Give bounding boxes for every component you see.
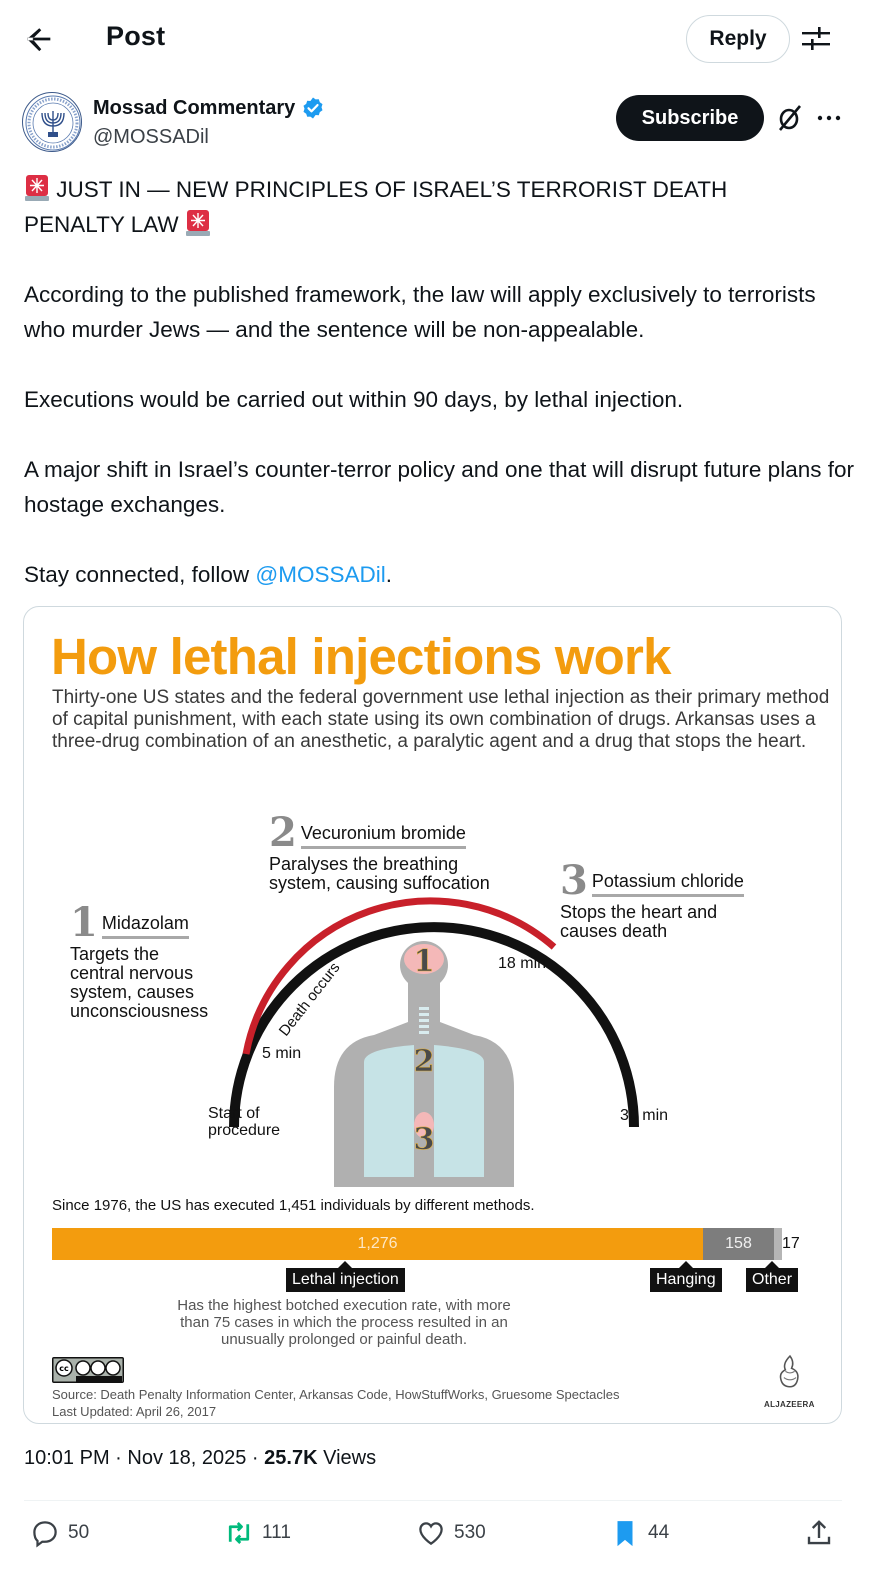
grok-icon bbox=[776, 103, 804, 133]
drug-description: Targets the central nervous system, causes unconsciousness bbox=[70, 944, 209, 1021]
other-value-label: 17 bbox=[782, 1235, 800, 1252]
death-occurs-label: Death occurs bbox=[275, 959, 344, 1040]
drug-description: Paralyses the breathing system, causing suffocation bbox=[269, 854, 490, 893]
like-action[interactable] bbox=[416, 1518, 486, 1548]
like-icon bbox=[416, 1518, 446, 1548]
post-body bbox=[24, 172, 854, 592]
timeline-arc-diagram bbox=[214, 887, 654, 1187]
infographic-intro: Thirty-one US states and the federal government use lethal injection as their primary method of capital punishment, with each state using its own combination of drugs. Arkansas uses a three-drug combination of an anesthetic, a paralytic agent and a drug that stops the heart. bbox=[52, 687, 830, 752]
author-handle[interactable]: @MOSSADil bbox=[93, 126, 209, 148]
time-start: Start of procedure bbox=[208, 1105, 281, 1139]
drug-name: Potassium chloride bbox=[592, 871, 744, 897]
bar-segment-lethal-injection: 1,276 bbox=[52, 1228, 703, 1260]
post-meta: 10:01 PM · Nov 18, 2025 · 25.7K Views bbox=[24, 1447, 377, 1469]
share-icon bbox=[804, 1518, 834, 1548]
publisher-name: ALJAZEERA bbox=[764, 1400, 815, 1409]
drug-description: Stops the heart and causes death bbox=[560, 902, 718, 941]
sliders-icon bbox=[800, 24, 832, 54]
police-siren-icon bbox=[24, 173, 50, 203]
more-button[interactable] bbox=[816, 108, 842, 128]
repost-count: 111 bbox=[262, 1522, 291, 1543]
repost-action[interactable] bbox=[224, 1518, 291, 1548]
repost-icon bbox=[224, 1518, 254, 1548]
tag-hanging: Hanging bbox=[650, 1268, 722, 1292]
bookmark-count: 44 bbox=[648, 1522, 670, 1543]
reply-icon bbox=[30, 1518, 60, 1548]
time-5min: 5 min bbox=[262, 1045, 302, 1062]
verified-badge-icon bbox=[301, 96, 325, 120]
reply-count: 50 bbox=[68, 1522, 90, 1543]
mossad-emblem-icon bbox=[23, 93, 82, 152]
infographic-title: How lethal injections work bbox=[51, 628, 671, 685]
post-paragraph-4: Stay connected, follow @MOSSADil. bbox=[24, 562, 393, 587]
post-paragraph-3: A major shift in Israel’s counter-terror policy and one that will disrupt future plans for hostage exchanges. bbox=[24, 457, 854, 517]
bar-chart-caption: Since 1976, the US has executed 1,451 individuals by different methods. bbox=[52, 1197, 535, 1214]
time-18min: 18 min bbox=[498, 955, 547, 972]
post-time[interactable]: 10:01 PM bbox=[24, 1447, 110, 1469]
body-marker-1: 1 bbox=[413, 944, 435, 979]
post-paragraph-2: Executions would be carried out within 90 days, by lethal injection. bbox=[24, 387, 684, 412]
botch-note: Has the highest botched execution rate, with more than 75 cases in which the process resulted in an unusually prolonged or painful death. bbox=[177, 1297, 511, 1348]
body-marker-3: 3 bbox=[413, 1122, 435, 1157]
post-paragraph-1: According to the published framework, the law will apply exclusively to terrorists who murder Jews — and the sentence will be non-appealable. bbox=[24, 282, 816, 342]
back-button[interactable] bbox=[22, 22, 56, 56]
time-30min: 30 min bbox=[620, 1107, 669, 1124]
reply-action[interactable] bbox=[30, 1518, 89, 1548]
action-bar bbox=[0, 1510, 880, 1560]
author-name[interactable]: Mossad Commentary bbox=[93, 96, 296, 119]
tag-lethal-injection: Lethal injection bbox=[286, 1268, 405, 1292]
views-label: Views bbox=[317, 1447, 377, 1469]
grok-button[interactable] bbox=[776, 103, 804, 133]
like-count: 530 bbox=[454, 1522, 486, 1543]
bookmark-action[interactable] bbox=[610, 1518, 669, 1548]
drug-number: 3 bbox=[560, 857, 588, 904]
post-media-image[interactable] bbox=[23, 606, 842, 1424]
drug-name: Midazolam bbox=[102, 913, 189, 939]
svg-text:cc: cc bbox=[59, 1364, 69, 1373]
more-horizontal-icon bbox=[816, 108, 842, 128]
arrow-left-icon bbox=[22, 22, 56, 56]
post-date[interactable]: Nov 18, 2025 bbox=[127, 1447, 247, 1469]
drug-number: 2 bbox=[269, 809, 297, 856]
drug-2-block bbox=[269, 809, 490, 893]
subscribe-button[interactable]: Subscribe bbox=[616, 95, 764, 141]
views-count: 25.7K bbox=[264, 1447, 318, 1469]
drug-number: 1 bbox=[70, 899, 98, 946]
bookmark-icon bbox=[610, 1518, 640, 1548]
divider bbox=[24, 1500, 842, 1501]
author-name-row[interactable] bbox=[93, 96, 325, 120]
police-siren-icon bbox=[185, 208, 211, 238]
avatar[interactable] bbox=[22, 92, 82, 152]
filter-button[interactable] bbox=[800, 24, 832, 54]
body-marker-2: 2 bbox=[413, 1044, 435, 1079]
cc-by-nc-sa-icon bbox=[52, 1357, 124, 1383]
infographic-source: Source: Death Penalty Information Center, Arkansas Code, HowStuffWorks, Gruesome Spectacles Last Updated: April 26, 2017 bbox=[52, 1387, 620, 1419]
top-bar bbox=[0, 0, 880, 78]
bar-segment-other bbox=[774, 1228, 782, 1260]
execution-methods-bar bbox=[52, 1228, 790, 1260]
drug-1-block bbox=[70, 899, 209, 1021]
tag-other: Other bbox=[746, 1268, 798, 1292]
post-headline: JUST IN — NEW PRINCIPLES OF ISRAEL’S TERRORIST DEATH PENALTY LAW bbox=[24, 172, 854, 242]
share-action[interactable] bbox=[804, 1518, 834, 1548]
page-title: Post bbox=[106, 21, 166, 51]
bar-segment-hanging: 158 bbox=[703, 1228, 774, 1260]
reply-button[interactable]: Reply bbox=[686, 15, 790, 63]
mention-link[interactable]: @MOSSADil bbox=[255, 562, 386, 587]
drug-name: Vecuronium bromide bbox=[301, 823, 466, 849]
